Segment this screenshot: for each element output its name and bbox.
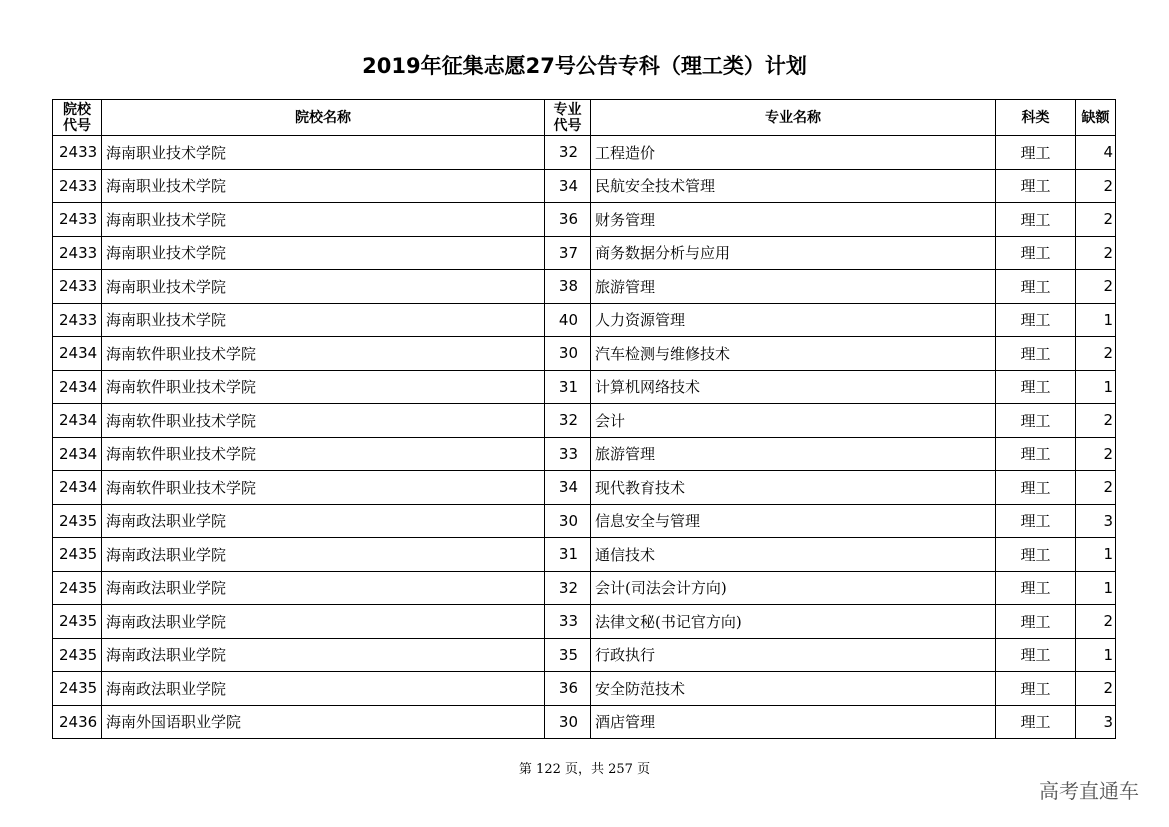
cell-school-name: 海南政法职业学院 [102,504,545,538]
cell-quota: 2 [1076,672,1116,706]
table-row [53,605,1116,639]
cell-school-name: 海南软件职业技术学院 [102,404,545,438]
table-row [53,404,1116,438]
cell-quota: 4 [1076,136,1116,170]
cell-category: 理工 [996,203,1076,237]
cell-school-name: 海南职业技术学院 [102,303,545,337]
table-row [53,638,1116,672]
table-row [53,270,1116,304]
cell-quota: 1 [1076,538,1116,572]
cell-category: 理工 [996,303,1076,337]
cell-school-code: 2433 [53,270,102,304]
table-row [53,303,1116,337]
cell-school-name: 海南政法职业学院 [102,571,545,605]
cell-school-code: 2434 [53,370,102,404]
cell-quota: 2 [1076,236,1116,270]
cell-quota: 2 [1076,337,1116,371]
cell-major-code: 34 [545,471,591,505]
cell-major-name: 酒店管理 [591,705,996,739]
cell-quota: 3 [1076,705,1116,739]
cell-major-name: 通信技术 [591,538,996,572]
cell-category: 理工 [996,337,1076,371]
cell-quota: 1 [1076,370,1116,404]
cell-major-code: 34 [545,169,591,203]
cell-major-name: 信息安全与管理 [591,504,996,538]
cell-school-name: 海南软件职业技术学院 [102,337,545,371]
cell-school-code: 2435 [53,538,102,572]
plan-table [52,99,1116,739]
cell-school-name: 海南外国语职业学院 [102,705,545,739]
table-body [53,136,1116,739]
cell-major-code: 30 [545,337,591,371]
table-row [53,705,1116,739]
table-row [53,538,1116,572]
cell-school-code: 2434 [53,437,102,471]
table-row [53,203,1116,237]
cell-school-name: 海南软件职业技术学院 [102,437,545,471]
cell-quota: 1 [1076,303,1116,337]
table-row [53,437,1116,471]
cell-school-code: 2435 [53,672,102,706]
cell-major-name: 商务数据分析与应用 [591,236,996,270]
cell-category: 理工 [996,370,1076,404]
cell-school-code: 2434 [53,404,102,438]
cell-quota: 2 [1076,605,1116,639]
cell-school-name: 海南职业技术学院 [102,169,545,203]
cell-school-code: 2433 [53,136,102,170]
cell-quota: 2 [1076,404,1116,438]
header-school-name: 院校名称 [102,100,545,136]
cell-major-code: 37 [545,236,591,270]
cell-school-name: 海南政法职业学院 [102,538,545,572]
cell-major-code: 30 [545,504,591,538]
cell-major-name: 旅游管理 [591,437,996,471]
cell-category: 理工 [996,504,1076,538]
cell-quota: 2 [1076,270,1116,304]
cell-major-code: 32 [545,404,591,438]
cell-major-name: 安全防范技术 [591,672,996,706]
cell-category: 理工 [996,136,1076,170]
cell-quota: 1 [1076,571,1116,605]
cell-major-name: 现代教育技术 [591,471,996,505]
cell-category: 理工 [996,638,1076,672]
cell-major-name: 旅游管理 [591,270,996,304]
cell-major-name: 工程造价 [591,136,996,170]
page-title: 2019年征集志愿27号公告专科（理工类）计划 [362,54,807,78]
cell-school-code: 2434 [53,471,102,505]
cell-quota: 2 [1076,203,1116,237]
table-row [53,672,1116,706]
cell-major-code: 31 [545,370,591,404]
cell-major-code: 33 [545,437,591,471]
table-row [53,504,1116,538]
cell-major-code: 35 [545,638,591,672]
table-row [53,571,1116,605]
cell-major-code: 33 [545,605,591,639]
cell-school-code: 2435 [53,504,102,538]
page-footer: 第 122 页，共 257 页 [518,762,651,777]
cell-major-name: 计算机网络技术 [591,370,996,404]
cell-major-name: 会计 [591,404,996,438]
cell-major-name: 行政执行 [591,638,996,672]
header-major-code: 专业 代号 [545,100,591,136]
cell-school-name: 海南政法职业学院 [102,638,545,672]
cell-quota: 2 [1076,169,1116,203]
cell-major-name: 民航安全技术管理 [591,169,996,203]
table-row [53,471,1116,505]
cell-major-code: 36 [545,203,591,237]
cell-category: 理工 [996,705,1076,739]
cell-category: 理工 [996,404,1076,438]
cell-major-code: 30 [545,705,591,739]
cell-category: 理工 [996,605,1076,639]
cell-quota: 1 [1076,638,1116,672]
cell-school-name: 海南职业技术学院 [102,236,545,270]
table-row [53,337,1116,371]
cell-major-code: 32 [545,571,591,605]
cell-major-code: 40 [545,303,591,337]
cell-school-name: 海南职业技术学院 [102,136,545,170]
cell-category: 理工 [996,236,1076,270]
header-quota: 缺额 [1076,100,1116,136]
cell-school-name: 海南政法职业学院 [102,672,545,706]
cell-major-name: 会计(司法会计方向) [591,571,996,605]
cell-school-name: 海南政法职业学院 [102,605,545,639]
cell-category: 理工 [996,270,1076,304]
cell-major-code: 31 [545,538,591,572]
cell-category: 理工 [996,471,1076,505]
cell-major-name: 法律文秘(书记官方向) [591,605,996,639]
header-major-name: 专业名称 [591,100,996,136]
cell-category: 理工 [996,169,1076,203]
cell-category: 理工 [996,437,1076,471]
cell-major-code: 32 [545,136,591,170]
cell-category: 理工 [996,538,1076,572]
cell-quota: 3 [1076,504,1116,538]
cell-major-name: 人力资源管理 [591,303,996,337]
header-category: 科类 [996,100,1076,136]
cell-school-name: 海南软件职业技术学院 [102,471,545,505]
header-school-code: 院校 代号 [53,100,102,136]
table-header-row [53,100,1116,136]
cell-school-code: 2436 [53,705,102,739]
cell-major-name: 财务管理 [591,203,996,237]
cell-school-code: 2433 [53,303,102,337]
cell-quota: 2 [1076,471,1116,505]
cell-school-name: 海南软件职业技术学院 [102,370,545,404]
cell-school-name: 海南职业技术学院 [102,270,545,304]
cell-major-code: 38 [545,270,591,304]
cell-school-code: 2435 [53,638,102,672]
cell-category: 理工 [996,672,1076,706]
cell-school-name: 海南职业技术学院 [102,203,545,237]
cell-school-code: 2435 [53,571,102,605]
cell-major-code: 36 [545,672,591,706]
table-row [53,236,1116,270]
cell-quota: 2 [1076,437,1116,471]
cell-school-code: 2433 [53,169,102,203]
cell-school-code: 2435 [53,605,102,639]
cell-school-code: 2433 [53,236,102,270]
cell-major-name: 汽车检测与维修技术 [591,337,996,371]
table-row [53,370,1116,404]
table-row [53,169,1116,203]
cell-school-code: 2433 [53,203,102,237]
table-row [53,136,1116,170]
watermark: 高考直通车 [1039,779,1139,803]
cell-school-code: 2434 [53,337,102,371]
cell-category: 理工 [996,571,1076,605]
